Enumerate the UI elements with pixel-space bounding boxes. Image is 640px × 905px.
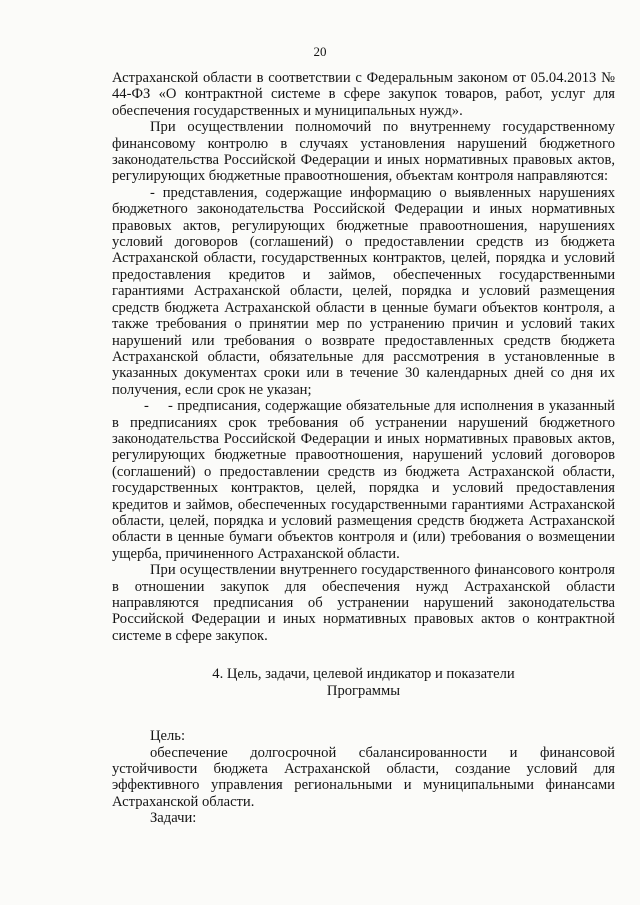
document-body [112,70,615,827]
paragraph-control-powers: При осуществлении полномочий по внутреннему государственному финансовому контролю в случаях установления нарушений бюджетного законодательства Российской Федерации и иных нормативных правовых актов, регулирующих бюджетные правоотношения, объектам контроля направляются: [112,119,615,185]
tasks-label: Задачи: [150,810,197,827]
paragraph-law-reference: Астраханской области в соответствии с Федеральным законом от 05.04.2013 № 44-ФЗ «О контрактной системе в сфере закупок товаров, работ, услуг для обеспечения государственных и муниципальных нужд». [112,70,615,119]
section-heading-line1: 4. Цель, задачи, целевой индикатор и показатели [212,666,515,683]
list-marker: - [144,398,149,415]
section-heading-line2: Программы [326,683,401,700]
goal-label: Цель: [150,728,186,745]
paragraph-procurement-control: При осуществлении внутреннего государственного финансового контроля в отношении закупок для обеспечения нужд Астраханской области направляются предписания об устранении нарушений законодательства Российской Федерации и иных нормативных правовых актов о контрактной системе в сфере закупок. [112,562,615,644]
list-item-representations: - представления, содержащие информацию о выявленных нарушениях бюджетного законодательства Российской Федерации и иных нормативных правовых актов, регулирующих бюджетные правоотношения, нарушениях условий договоров (соглашений) о предоставлении средств из бюджета Астраханской области, государственных контрактов, целей, порядка и условий предоставления кредитов и займов, обеспеченных государственными гарантиями Астраханской области, целей, порядка и условий размещения средств бюджета Астраханской области в ценные бумаги объектов контроля, а также требования о принятии мер по устранению причин и условий таких нарушений или требования о возврате предоставленных средств бюджета Астраханской области, обязательные для рассмотрения в установленные в указанных документах сроки или в течение 30 календарных дней со дня их получения, если срок не указан; [112,184,615,398]
goal-text: обеспечение долгосрочной сбалансированности и финансовой устойчивости бюджета Астраханской области, создание условий для эффективного управления региональными и муниципальными финансами Астраханской области. [112,744,615,810]
list-item-prescriptions [112,398,615,562]
page-number: 20 [313,44,327,59]
section-heading [112,666,615,700]
list-item-prescriptions-text: - предписания, содержащие обязательные для исполнения в указанный в предписаниях срок требования об устранении нарушений бюджетного законодательства Российской Федерации и иных нормативных правовых актов, регулирующих бюджетные правоотношения, нарушений условий договоров (соглашений) о предоставлении средств из бюджета Астраханской области, государственных контрактов, целей, порядка и условий предоставления кредитов и займов, обеспеченных государственными гарантиями Астраханской области, целей, порядка и условий размещения средств бюджета Астраханской области в ценные бумаги объектов контроля и (или) требования о возмещении ущерба, причиненного Астраханской области. [112,398,615,562]
